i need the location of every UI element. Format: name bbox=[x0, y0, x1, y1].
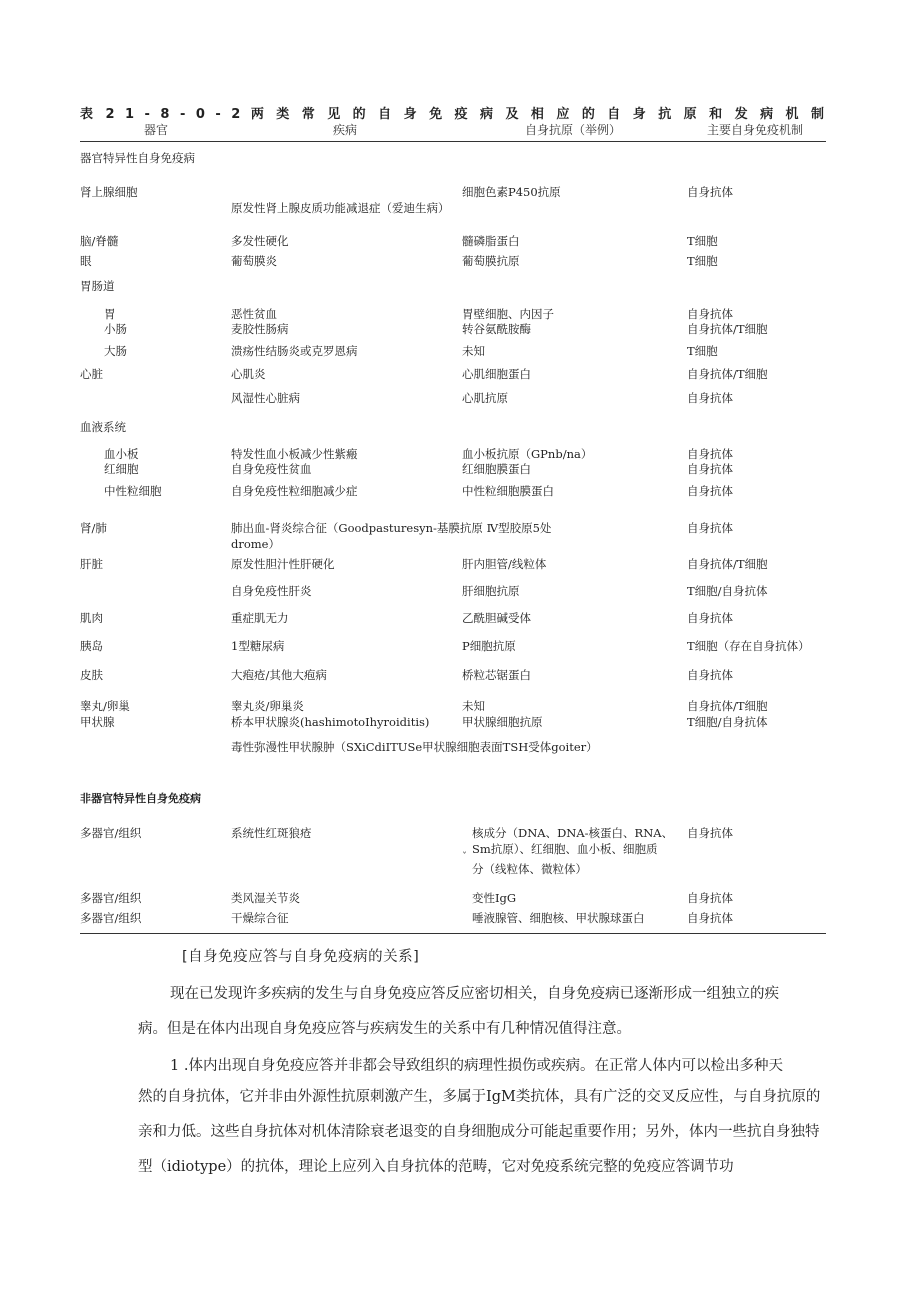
t1-row-15-disease: 原发性胆汁性肝硬化 bbox=[231, 557, 335, 571]
t1-row-10-antigen: 血小板抗原（GPnb/na） bbox=[462, 447, 593, 461]
t1-row-14-disease: drome） bbox=[231, 537, 280, 551]
t2-row-0-organ: 多器官/组织 bbox=[80, 826, 142, 840]
t1-row-19-mechanism: 自身抗体 bbox=[687, 668, 733, 682]
t1-row-0-mechanism: 自身抗体 bbox=[687, 185, 733, 199]
t1-row-15-mechanism: 自身抗体/T细胞 bbox=[687, 557, 768, 571]
t1-row-6-antigen: 未知 bbox=[462, 344, 485, 358]
t1-row-6-organ: 大肠 bbox=[104, 344, 127, 358]
t1-row-11-organ: 红细胞 bbox=[104, 462, 139, 476]
section-subheading: [自身免疫应答与自身免疫病的关系] bbox=[182, 949, 420, 965]
t1-row-4-mechanism: 自身抗体 bbox=[687, 307, 733, 321]
t1-row-12-organ: 中性粒细胞 bbox=[104, 484, 162, 498]
t1-row-11-mechanism: 自身抗体 bbox=[687, 462, 733, 476]
t2-row-1-antigen: Sm抗原）、红细胞、血小板、细胞质 bbox=[472, 842, 658, 856]
t1-row-7-organ: 心脏 bbox=[80, 367, 103, 381]
t1-row-20-organ: 睾丸/卵巢 bbox=[80, 699, 130, 713]
t2-row-2-antigen: 分（线粒体、微粒体） bbox=[472, 862, 587, 876]
t2-row-4-organ: 多器官/组织 bbox=[80, 911, 142, 925]
t2-row-3-mechanism: 自身抗体 bbox=[687, 891, 733, 905]
t1-row-5-disease: 麦胶性肠病 bbox=[231, 322, 289, 336]
header-antigen: 自身抗原（举例） bbox=[525, 123, 622, 137]
t1-row-7-antigen: 心肌细胞蛋白 bbox=[462, 367, 531, 381]
t1-row-19-organ: 皮肤 bbox=[80, 668, 103, 682]
t1-row-1-antigen: 髓磷脂蛋白 bbox=[462, 234, 520, 248]
t2-row-0-antigen: 核成分（DNA、DNA-核蛋白、RNA、 bbox=[472, 826, 674, 840]
t1-row-5-mechanism: 自身抗体/T细胞 bbox=[687, 322, 768, 336]
t2-row-4-antigen: 唾液腺管、细胞核、甲状腺球蛋白 bbox=[472, 911, 645, 925]
t1-row-2-organ: 眼 bbox=[80, 254, 92, 268]
t1-row-17-mechanism: 自身抗体 bbox=[687, 611, 733, 625]
t1-row-6-disease: 溃疡性结肠炎或克罗恩病 bbox=[231, 344, 358, 358]
t1-row-4-disease: 恶性贫血 bbox=[231, 307, 277, 321]
t2-row-3-disease: 类风湿关节炎 bbox=[231, 891, 300, 905]
t1-row-20-antigen: 未知 bbox=[462, 699, 485, 713]
section-non-organ-specific: 非器官特异性自身免疫病 bbox=[80, 792, 201, 805]
t1-row-7-disease: 心肌炎 bbox=[231, 367, 266, 381]
table-bottom-rule bbox=[80, 933, 826, 934]
t1-row-16-mechanism: T细胞/自身抗体 bbox=[687, 584, 768, 598]
t1-row-20-mechanism: 自身抗体/T细胞 bbox=[687, 699, 768, 713]
t1-row-17-organ: 肌肉 bbox=[80, 611, 103, 625]
t1-row-21-mechanism: T细胞/自身抗体 bbox=[687, 715, 768, 729]
t1-row-1-disease: 多发性硬化 bbox=[231, 234, 289, 248]
t1-row-10-organ: 血小板 bbox=[104, 447, 139, 461]
t1-row-11-disease: 自身免疫性贫血 bbox=[231, 462, 312, 476]
t1-row-19-antigen: 桥粒芯锯蛋白 bbox=[462, 668, 531, 682]
t1-row-13-organ: 肾/肺 bbox=[80, 521, 107, 535]
t1-row-8-disease: 风湿性心脏病 bbox=[231, 391, 300, 405]
t1-row-22-disease: 毒性弥漫性甲状腺肿（SXiCdiITUSe甲状腺细胞表面TSH受体goiter） bbox=[231, 740, 598, 754]
t1-row-7-mechanism: 自身抗体/T细胞 bbox=[687, 367, 768, 381]
stray-mark: ˇ bbox=[462, 852, 467, 863]
t1-row-0-disease: 原发性肾上腺皮质功能减退症（爱迪生病） bbox=[231, 201, 450, 215]
t1-row-6-mechanism: T细胞 bbox=[687, 344, 718, 358]
t1-row-18-organ: 胰岛 bbox=[80, 639, 103, 653]
t1-row-16-disease: 自身免疫性肝炎 bbox=[231, 584, 312, 598]
t1-row-17-antigen: 乙酰胆碱受体 bbox=[462, 611, 531, 625]
t1-row-16-antigen: 肝细胞抗原 bbox=[462, 584, 520, 598]
t1-row-11-antigen: 红细胞膜蛋白 bbox=[462, 462, 531, 476]
paragraph-1-rest: 病。但是在体内出现自身免疫应答与疾病发生的关系中有几种情况值得注意。 bbox=[138, 1021, 631, 1037]
t1-row-18-mechanism: T细胞（存在自身抗体） bbox=[687, 639, 810, 653]
paragraph-2-first-line: 1 .体内出现自身免疫应答并非都会导致组织的病理性损伤或疾病。在正常人体内可以检出多种天 bbox=[170, 1058, 783, 1074]
t1-row-8-antigen: 心肌抗原 bbox=[462, 391, 508, 405]
t1-row-8-mechanism: 自身抗体 bbox=[687, 391, 733, 405]
paragraph-2-rest: 然的自身抗体，它并非由外源性抗原刺激产生，多属于IgM类抗体，具有广泛的交叉反应性，与自身抗原的亲和力低。这些自身抗体对机体清除衰老退变的自身细胞成分可能起重要作用；另外，体内一些抗自身独特型（idiotype）的抗体，理论上应列入自身抗体的范畴，它对免疫系统完整的免疫应答调节功 bbox=[138, 1089, 821, 1175]
header-organ: 器官 bbox=[144, 123, 169, 137]
t2-row-3-organ: 多器官/组织 bbox=[80, 891, 142, 905]
t1-row-2-mechanism: T细胞 bbox=[687, 254, 718, 268]
t1-row-2-antigen: 葡萄膜抗原 bbox=[462, 254, 520, 268]
t1-row-17-disease: 重症肌无力 bbox=[231, 611, 289, 625]
t1-row-15-antigen: 肝内胆管/线粒体 bbox=[462, 557, 547, 571]
t1-row-10-mechanism: 自身抗体 bbox=[687, 447, 733, 461]
t1-row-1-organ: 脑/脊髓 bbox=[80, 234, 119, 248]
t1-row-0-organ: 肾上腺细胞 bbox=[80, 185, 138, 199]
t1-row-5-organ: 小肠 bbox=[104, 322, 127, 336]
header-mechanism: 主要自身免疫机制 bbox=[707, 123, 804, 137]
t1-row-18-antigen: P细胞抗原 bbox=[462, 639, 516, 653]
table-title: 表 2 1 - 8 - 0 - 2 两 类 常 见 的 自 身 免 疫 病 及 相 应 的 自 身 抗 原 和 发 病 机 制 bbox=[80, 107, 826, 122]
t1-row-2-disease: 葡萄膜炎 bbox=[231, 254, 277, 268]
t1-row-12-mechanism: 自身抗体 bbox=[687, 484, 733, 498]
t2-row-0-mechanism: 自身抗体 bbox=[687, 826, 733, 840]
t2-row-4-disease: 干燥综合征 bbox=[231, 911, 289, 925]
t1-row-18-disease: 1型糖尿病 bbox=[231, 639, 285, 653]
t1-row-15-organ: 肝脏 bbox=[80, 557, 103, 571]
t1-row-3-organ: 胃肠道 bbox=[80, 279, 115, 293]
t1-row-1-mechanism: T细胞 bbox=[687, 234, 718, 248]
t1-row-12-disease: 自身免疫性粒细胞减少症 bbox=[231, 484, 358, 498]
t1-row-0-antigen: 细胞色素P450抗原 bbox=[462, 185, 561, 199]
t1-row-10-disease: 特发性血小板减少性紫瘢 bbox=[231, 447, 358, 461]
t1-row-12-antigen: 中性粒细胞膜蛋白 bbox=[462, 484, 554, 498]
t1-row-5-antigen: 转谷氨酰胺酶 bbox=[462, 322, 531, 336]
t1-row-4-organ: 胃 bbox=[104, 307, 116, 321]
t2-row-3-antigen: 变性IgG bbox=[472, 891, 517, 905]
paragraph-1-first-line: 现在已发现许多疾病的发生与自身免疫应答反应密切相关，自身免疫病已逐渐形成一组独立的疾 bbox=[170, 986, 779, 1002]
t2-row-4-mechanism: 自身抗体 bbox=[687, 911, 733, 925]
table-header-rule bbox=[80, 141, 826, 142]
t1-row-4-antigen: 胃壁细胞、内因子 bbox=[462, 307, 554, 321]
t1-row-13-disease: 肺出血-肾炎综合征（Goodpasturesyn-基膜抗原 Ⅳ型胶原5处 bbox=[231, 521, 552, 535]
t1-row-13-mechanism: 自身抗体 bbox=[687, 521, 733, 535]
t1-row-21-organ: 甲状腺 bbox=[80, 715, 115, 729]
t1-row-21-disease: 桥本甲状腺炎(hashimotoIhyroiditis) bbox=[231, 715, 430, 729]
t1-row-20-disease: 睾丸炎/卵巢炎 bbox=[231, 699, 304, 713]
header-disease: 疾病 bbox=[333, 123, 358, 137]
t1-row-9-organ: 血液系统 bbox=[80, 420, 126, 434]
t1-row-19-disease: 大疱疮/其他大疱病 bbox=[231, 668, 327, 682]
section-organ-specific: 器官特异性自身免疫病 bbox=[80, 151, 195, 165]
t1-row-21-antigen: 甲状腺细胞抗原 bbox=[462, 715, 543, 729]
t2-row-0-disease: 系统性红斑狼疮 bbox=[231, 826, 312, 840]
